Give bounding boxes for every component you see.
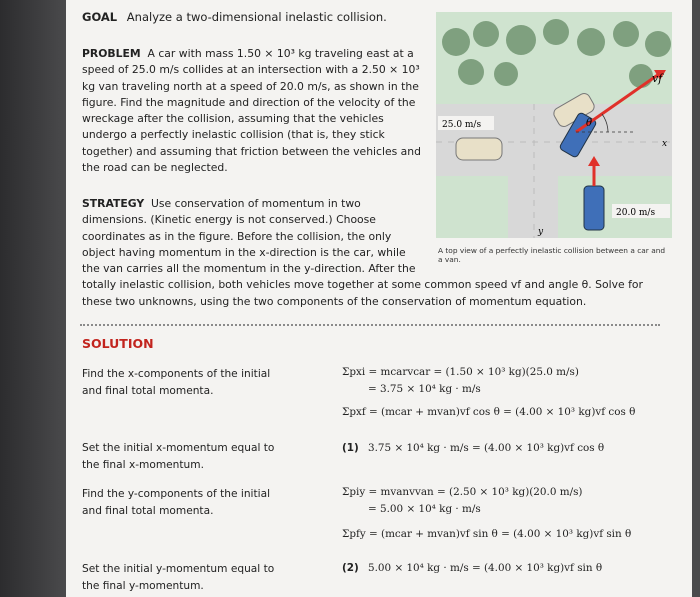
- strategy-line: dimensions. (Kinetic energy is not conserved.) Choose: [82, 213, 376, 227]
- right-margin: [692, 0, 700, 597]
- grass-bottom-left: [436, 176, 508, 238]
- car-speed-label: 25.0 m/s: [442, 120, 482, 130]
- solution-heading: SOLUTION: [82, 336, 154, 351]
- theta-label: θ: [586, 118, 593, 129]
- x-label: x: [662, 139, 668, 149]
- strategy-line: totally inelastic collision, both vehicles move together at some common speed vf and angle θ. Solve for: [82, 278, 643, 292]
- equation: 3.75 × 10⁴ kg · m/s = (4.00 × 10³ kg)vf cos θ: [368, 442, 605, 454]
- problem-line: kg van traveling north at a speed of 20.0 m/s, as shown in the: [82, 79, 419, 93]
- problem-line: A car with mass 1.50 × 10³ kg traveling east at a: [147, 47, 414, 60]
- collision-diagram: [436, 12, 672, 238]
- step-text: Set the initial y-momentum equal to the final y-momentum.: [82, 563, 275, 592]
- vf-label: vf: [652, 72, 663, 85]
- left-margin: [0, 0, 66, 597]
- equation: 5.00 × 10⁴ kg · m/s = (4.00 × 10³ kg)vf sin θ: [368, 562, 603, 574]
- problem-label: PROBLEM: [82, 47, 141, 60]
- strategy-line: object having momentum in the x-direction is the car, while: [82, 245, 406, 259]
- strategy-label: STRATEGY: [82, 197, 145, 210]
- problem-line: together) and assuming that friction between the vehicles and: [82, 144, 421, 158]
- textbook-page: [66, 0, 692, 597]
- strategy-line: Use conservation of momentum in two: [151, 197, 361, 210]
- problem-line: figure. Find the magnitude and direction of the velocity of the: [82, 95, 416, 109]
- equation-number: (2): [342, 562, 359, 574]
- goal-label: GOAL: [82, 10, 118, 24]
- step-text: Find the x-components of the initial and final total momenta.: [82, 368, 271, 397]
- van-shape: [584, 186, 604, 230]
- problem-line: undergo a perfectly inelastic collision (that is, they stick: [82, 128, 385, 142]
- equation: Σpfy = (mcar + mvan)vf sin θ = (4.00 × 10³ kg)vf sin θ: [342, 528, 632, 540]
- equation: = 3.75 × 10⁴ kg · m/s: [368, 383, 481, 395]
- goal-line: [82, 10, 387, 24]
- figure-caption: A top view of a perfectly inelastic collision between a car and a van.: [438, 246, 666, 264]
- equation: Σpxf = (mcar + mvan)vf cos θ = (4.00 × 10³ kg)vf cos θ: [342, 406, 636, 418]
- problem-line: speed of 25.0 m/s collides at an intersection with a 2.50 × 10³: [82, 63, 420, 77]
- car-shape: [456, 138, 502, 160]
- equation-number: (1): [342, 442, 359, 454]
- strategy-line: the van carries all the momentum in the y-direction. After the: [82, 262, 416, 276]
- equation: Σpiy = mvanvvan = (2.50 × 10³ kg)(20.0 m/s): [342, 486, 583, 498]
- collision-figure: [436, 12, 672, 238]
- problem-paragraph: [82, 46, 421, 176]
- strategy-line: coordinates as in the figure. Before the collision, the only: [82, 229, 392, 243]
- strategy-line: these two unknowns, using the two components of the conservation of momentum equation.: [82, 294, 587, 308]
- equation: Σpxi = mcarvcar = (1.50 × 10³ kg)(25.0 m/s): [342, 366, 579, 378]
- step-text: Find the y-components of the initial and final total momenta.: [82, 488, 271, 517]
- van-speed-label: 20.0 m/s: [616, 208, 656, 218]
- problem-line: wreckage after the collision, assuming that the vehicles: [82, 112, 384, 126]
- problem-line: the road can be neglected.: [82, 161, 228, 175]
- dotted-separator: [80, 324, 660, 326]
- y-label: y: [538, 227, 544, 237]
- goal-text: Analyze a two-dimensional inelastic collision.: [126, 10, 387, 24]
- equation: = 5.00 × 10⁴ kg · m/s: [368, 503, 481, 515]
- step-text: Set the initial x-momentum equal to the final x-momentum.: [82, 442, 275, 471]
